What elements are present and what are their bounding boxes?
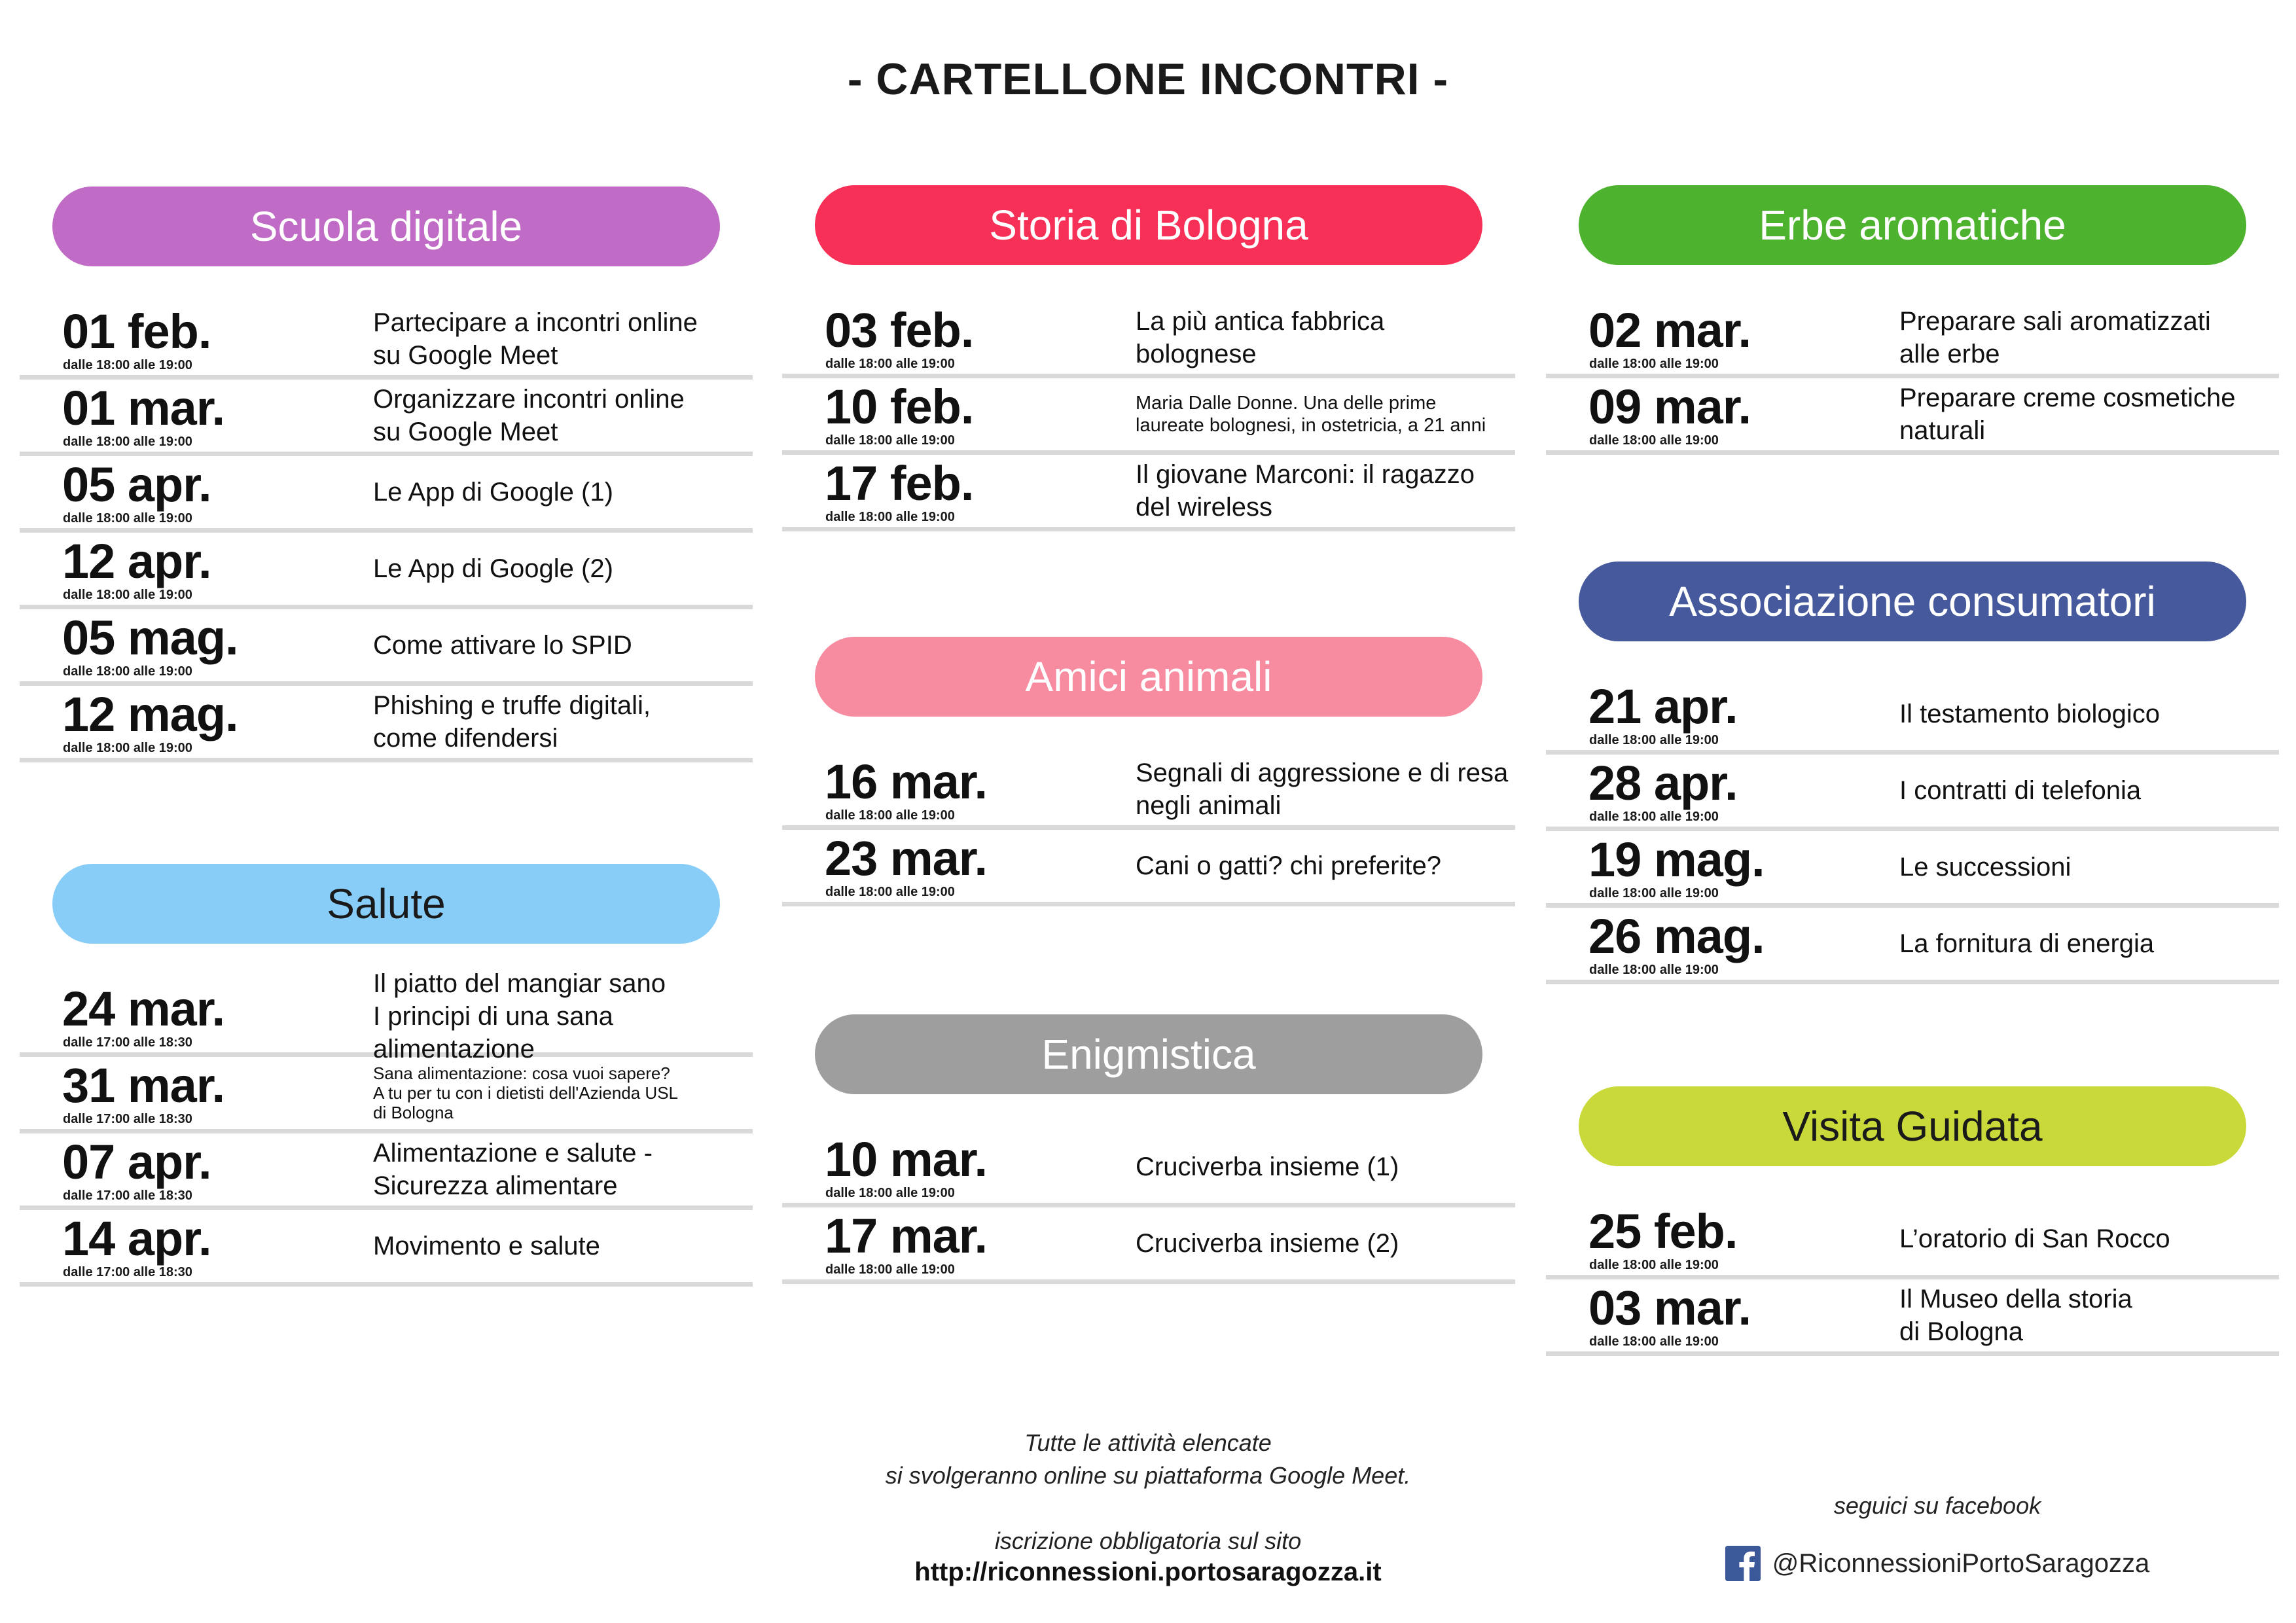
section-header-amici-animali: Amici animali [815,637,1482,717]
event-description [373,380,766,452]
event-row [20,609,753,686]
event-row [20,1133,753,1210]
event-date: 14 apr. [62,1211,211,1266]
event-list [782,302,1515,531]
event-time: dalle 18:00 alle 19:00 [1589,733,1719,747]
event-description-text: Alimentazione e salute - Sicurezza alimentare [373,1139,653,1200]
event-time: dalle 17:00 alle 18:30 [63,1112,192,1126]
event-date: 05 apr. [62,457,211,512]
event-row [20,533,753,609]
event-list [1546,1203,2279,1356]
event-description-text: Come attivare lo SPID [373,631,632,660]
event-date: 21 apr. [1588,679,1738,734]
event-row [782,378,1515,455]
event-description [373,686,766,758]
event-date: 12 apr. [62,534,211,588]
event-row [1546,678,2279,755]
event-description [1899,678,2292,750]
event-time: dalle 18:00 alle 19:00 [1589,886,1719,901]
event-row [782,830,1515,906]
event-date: 26 mag. [1588,909,1765,963]
event-description-text: La fornitura di energia [1899,929,2155,958]
event-time: dalle 18:00 alle 19:00 [63,741,192,755]
event-description [1136,830,1528,902]
event-date: 01 mar. [62,381,225,435]
event-time: dalle 18:00 alle 19:00 [1589,963,1719,977]
event-date: 17 mar. [825,1209,988,1263]
event-description-text: Preparare creme cosmetiche naturali [1899,383,2236,445]
event-description-text: Preparare sali aromatizzati alle erbe [1899,307,2211,368]
event-date: 07 apr. [62,1135,211,1189]
footer-line-3: iscrizione obbligatoria sul sito [994,1527,1302,1554]
event-description-text: Le App di Google (2) [373,554,613,583]
event-description [1899,908,2292,980]
section-header-visita-guidata: Visita Guidata [1579,1086,2246,1166]
event-description-text: Cruciverba insieme (2) [1136,1229,1399,1258]
section-header-scuola-digitale: Scuola digitale [52,187,720,266]
follow-label: seguici su facebook [1833,1492,2041,1519]
event-time: dalle 18:00 alle 19:00 [63,435,192,449]
event-time: dalle 18:00 alle 19:00 [63,588,192,602]
footer-notes [755,1427,1541,1558]
event-description [1136,753,1528,825]
event-time: dalle 18:00 alle 19:00 [63,358,192,372]
event-list [1546,678,2279,984]
event-description [373,303,766,375]
event-description [1899,831,2292,903]
event-row [20,686,753,762]
event-time: dalle 18:00 alle 19:00 [825,808,955,823]
event-row [1546,378,2279,455]
event-list [782,1131,1515,1284]
event-row [1546,755,2279,831]
event-date: 02 mar. [1588,303,1751,357]
event-description [1899,1203,2292,1275]
event-row [782,302,1515,378]
event-date: 24 mar. [62,982,225,1036]
event-row [20,380,753,456]
section-header-salute: Salute [52,864,720,944]
event-row [20,1210,753,1287]
event-row [1546,1203,2279,1279]
event-description [373,456,766,528]
event-description-text: Sana alimentazione: cosa vuoi sapere? A tu per tu con i dietisti dell'Azienda USL di Bologna [373,1063,679,1122]
event-time: dalle 18:00 alle 19:00 [63,664,192,679]
event-description [1899,378,2292,450]
event-description [1899,1279,2292,1351]
event-date: 23 mar. [825,831,988,885]
event-description [373,1210,766,1282]
facebook-link[interactable] [1702,1546,2173,1581]
event-time: dalle 18:00 alle 19:00 [825,885,955,899]
event-date: 12 mag. [62,687,238,741]
page-title: - CARTELLONE INCONTRI - [847,54,1449,104]
section-header-enigmistica: Enigmistica [815,1014,1482,1094]
event-description-text: Cani o gatti? chi preferite? [1136,851,1441,880]
event-description-text: L’oratorio di San Rocco [1899,1224,2170,1253]
event-description-text: Il Museo della storia di Bologna [1899,1285,2132,1346]
event-time: dalle 18:00 alle 19:00 [1589,1258,1719,1272]
event-list [20,969,753,1287]
event-row [782,455,1515,531]
event-date: 25 feb. [1588,1204,1738,1258]
footer-line-2: si svolgeranno online su piattaforma Google Meet. [885,1462,1411,1489]
event-time: dalle 18:00 alle 19:00 [1589,1334,1719,1349]
footer-line-1: Tutte le attività elencate [1024,1429,1272,1456]
event-time: dalle 18:00 alle 19:00 [825,1262,955,1277]
event-description [373,1133,766,1205]
event-description [1136,378,1528,450]
event-row [1546,831,2279,908]
event-time: dalle 18:00 alle 19:00 [825,357,955,371]
event-description-text: Movimento e salute [373,1232,600,1260]
event-date: 03 feb. [825,303,974,357]
event-list [20,303,753,762]
event-description [373,609,766,681]
facebook-handle: @RiconnessioniPortoSaragozza [1772,1548,2150,1578]
event-description [1899,755,2292,827]
event-description [373,969,766,1063]
event-description [1136,302,1528,374]
event-description [1899,302,2292,374]
event-row [20,456,753,533]
event-description [373,533,766,605]
event-row [1546,908,2279,984]
section-header-erbe-aromatiche: Erbe aromatiche [1579,185,2246,265]
event-description-text: Le App di Google (1) [373,478,613,507]
event-description-text: Partecipare a incontri online su Google Meet [373,308,698,370]
event-description [1136,1207,1528,1279]
event-date: 09 mar. [1588,380,1751,434]
event-date: 10 mar. [825,1132,988,1186]
event-time: dalle 18:00 alle 19:00 [825,1186,955,1200]
event-time: dalle 18:00 alle 19:00 [1589,357,1719,371]
event-description-text: Organizzare incontri online su Google Meet [373,385,685,446]
event-description-text: I contratti di telefonia [1899,776,2142,805]
event-date: 28 apr. [1588,756,1738,810]
event-description-text: Il giovane Marconi: il ragazzo del wireless [1136,460,1475,522]
facebook-icon [1725,1546,1761,1581]
event-description-text: Maria Dalle Donne. Una delle prime laureate bolognesi, in ostetricia, a 21 anni [1136,393,1486,436]
event-description-text: Il testamento biologico [1899,700,2161,728]
event-description-text: La più antica fabbrica bolognese [1136,307,1385,368]
event-row [1546,1279,2279,1356]
event-date: 01 feb. [62,304,211,359]
section-header-storia-di-bologna: Storia di Bologna [815,185,1482,265]
event-time: dalle 18:00 alle 19:00 [63,511,192,526]
event-row [782,1207,1515,1284]
event-row [1546,302,2279,378]
event-time: dalle 18:00 alle 19:00 [825,433,955,448]
event-date: 05 mag. [62,611,238,665]
event-time: dalle 17:00 alle 18:30 [63,1265,192,1279]
section-header-associazione-consumatori: Associazione consumatori [1579,562,2246,641]
event-description-text: Segnali di aggressione e di resa negli animali [1136,758,1509,820]
event-date: 19 mag. [1588,832,1765,887]
event-description [1136,455,1528,527]
event-time: dalle 18:00 alle 19:00 [825,510,955,524]
event-row [782,1131,1515,1207]
event-list [1546,302,2279,455]
event-row [20,1057,753,1133]
registration-link[interactable]: http://riconnessioni.portosaragozza.it [914,1558,1382,1586]
event-row [782,753,1515,830]
event-time: dalle 18:00 alle 19:00 [1589,433,1719,448]
event-list [782,753,1515,906]
event-date: 10 feb. [825,380,974,434]
event-description-text: Le successioni [1899,853,2072,882]
event-row [20,969,753,1063]
event-description-text: Il piatto del mangiar sano I principi di una sana alimentazione [373,969,666,1063]
event-description [373,1057,766,1129]
event-date: 16 mar. [825,755,988,809]
event-description-text: Phishing e truffe digitali, come difendersi [373,691,651,753]
event-time: dalle 18:00 alle 19:00 [1589,810,1719,824]
event-time: dalle 17:00 alle 18:30 [63,1188,192,1203]
event-date: 17 feb. [825,456,974,510]
event-description-text: Cruciverba insieme (1) [1136,1152,1399,1181]
event-row [20,303,753,380]
event-time: dalle 17:00 alle 18:30 [63,1035,192,1050]
event-description [1136,1131,1528,1203]
event-date: 31 mar. [62,1058,225,1113]
event-date: 03 mar. [1588,1281,1751,1335]
